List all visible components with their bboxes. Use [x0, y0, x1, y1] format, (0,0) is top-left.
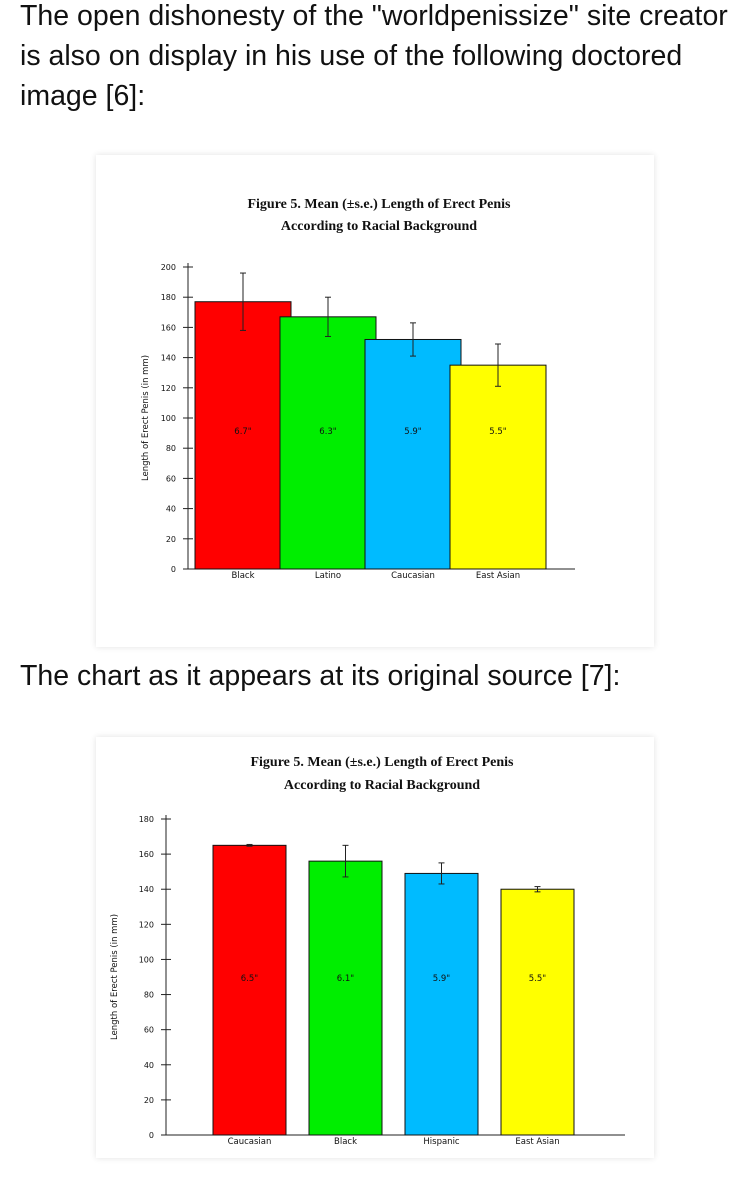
y-tick-label: 0	[148, 1131, 154, 1140]
x-category-label: East Asian	[475, 571, 521, 581]
y-tick-label: 20	[143, 1095, 154, 1105]
y-tick-label: 80	[143, 990, 154, 1000]
doctored-chart-figure	[96, 155, 654, 647]
y-tick-label: 140	[138, 885, 154, 895]
bar-data-label: 5.5"	[489, 427, 507, 437]
y-tick-label: 80	[165, 444, 176, 454]
bar-latino	[280, 317, 376, 569]
y-tick-label: 0	[170, 565, 176, 574]
bar-data-label: 6.5"	[240, 974, 259, 984]
bar-data-label: 6.1"	[336, 974, 355, 984]
original-chart-figure	[96, 737, 654, 1158]
bar-caucasian	[365, 339, 461, 569]
x-category-label: Caucasian	[227, 1137, 272, 1147]
x-category-label: Black	[231, 571, 255, 581]
y-tick-label: 180	[138, 815, 154, 824]
y-tick-label: 60	[143, 1025, 154, 1035]
bar-data-label: 5.9"	[432, 974, 451, 984]
source-paragraph: The chart as it appears at its original source [7]:	[20, 660, 621, 692]
x-category-label: Hispanic	[423, 1137, 460, 1147]
chart-title-line-1: Figure 5. Mean (±s.e.) Length of Erect Penis	[250, 755, 514, 770]
y-tick-label: 40	[143, 1060, 154, 1070]
y-tick-label: 140	[160, 353, 176, 363]
y-axis-label: Length of Erect Penis (in mm)	[141, 354, 151, 482]
chart-title-line-2: According to Racial Background	[280, 219, 478, 234]
x-category-label: Caucasian	[391, 571, 435, 581]
y-tick-label: 60	[165, 474, 176, 484]
y-tick-label: 100	[138, 955, 154, 965]
y-tick-label: 160	[160, 323, 176, 333]
bar-caucasian	[213, 845, 286, 1135]
y-tick-label: 180	[160, 293, 176, 303]
bar-data-label: 5.9"	[404, 427, 422, 437]
intro-paragraph: The open dishonesty of the "worldpenissize" site creator is also on display in his use of the following doctored image [6]:	[20, 0, 728, 112]
bar-hispanic	[405, 873, 478, 1135]
y-tick-label: 200	[160, 263, 176, 272]
y-tick-label: 120	[138, 920, 154, 930]
bar-east-asian	[501, 889, 574, 1135]
y-tick-label: 40	[165, 504, 176, 514]
chart-title-line-1: Figure 5. Mean (±s.e.) Length of Erect Penis	[247, 197, 511, 212]
y-tick-label: 160	[138, 850, 154, 860]
y-tick-label: 20	[165, 534, 176, 544]
bar-data-label: 6.3"	[319, 427, 337, 437]
bar-data-label: 5.5"	[528, 974, 547, 984]
y-tick-label: 120	[160, 383, 176, 393]
x-category-label: Latino	[314, 571, 342, 581]
y-axis-label: Length of Erect Penis (in mm)	[110, 913, 120, 1041]
original-bar-chart	[96, 737, 654, 1158]
bar-east-asian	[450, 365, 546, 569]
x-category-label: Black	[334, 1137, 357, 1147]
chart-title-line-2: According to Racial Background	[283, 778, 481, 793]
bar-data-label: 6.7"	[234, 427, 252, 437]
x-category-label: East Asian	[515, 1137, 560, 1147]
bar-black	[309, 861, 382, 1135]
y-tick-label: 100	[160, 414, 176, 423]
doctored-bar-chart	[96, 155, 654, 647]
